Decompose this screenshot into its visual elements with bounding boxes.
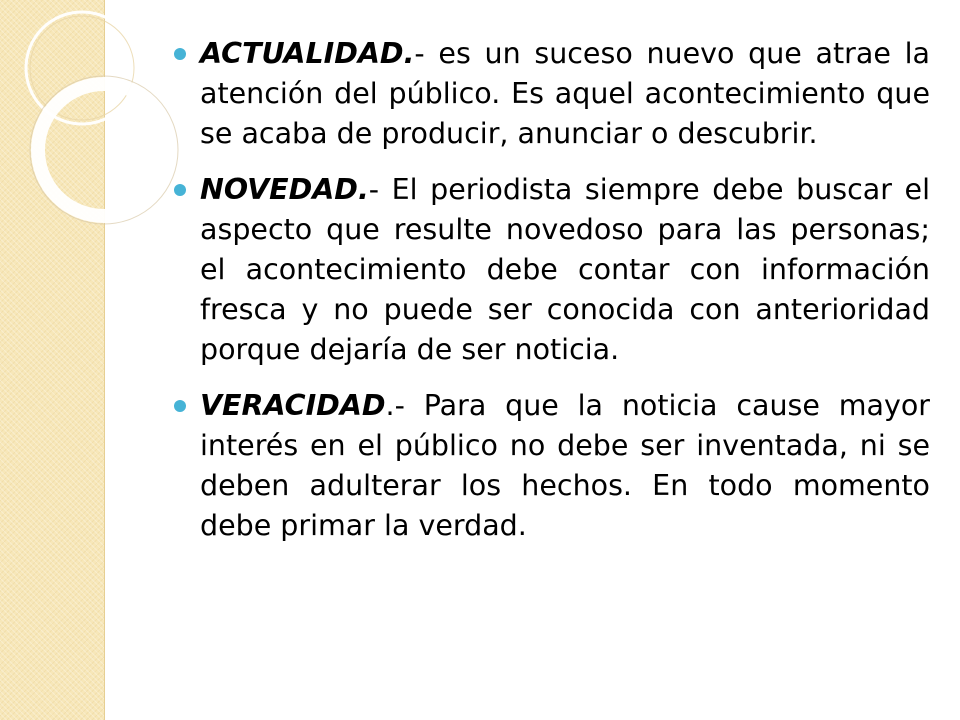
term-label: VERACIDAD — [200, 389, 386, 422]
list-item-actualidad — [170, 34, 930, 154]
list-item-text — [200, 34, 930, 154]
list-item-text — [200, 386, 930, 546]
bullet-dot-icon — [174, 48, 186, 60]
bullet-dot-icon — [174, 184, 186, 196]
term-description: .- Para que la noticia cause mayor interés en el público no debe ser inventada, ni se deben adulterar los hechos. En todo momento debe primar la verdad. — [200, 389, 930, 542]
bullet-list — [170, 34, 930, 562]
list-item-novedad — [170, 170, 930, 370]
term-label: ACTUALIDAD. — [200, 37, 415, 70]
term-label: NOVEDAD. — [200, 173, 369, 206]
ring-decoration — [0, 0, 180, 260]
term-description: - El periodista siempre debe buscar el aspecto que resulte novedoso para las personas; el acontecimiento debe contar con información fresca y no puede ser conocida con anterioridad porque dejaría de ser noticia. — [200, 173, 930, 366]
bullet-dot-icon — [174, 400, 186, 412]
term-description: - es un suceso nuevo que atrae la atención del público. Es aquel acontecimiento que se acaba de producir, anunciar o descubrir. — [200, 37, 930, 150]
list-item-text — [200, 170, 930, 370]
list-item-veracidad — [170, 386, 930, 546]
